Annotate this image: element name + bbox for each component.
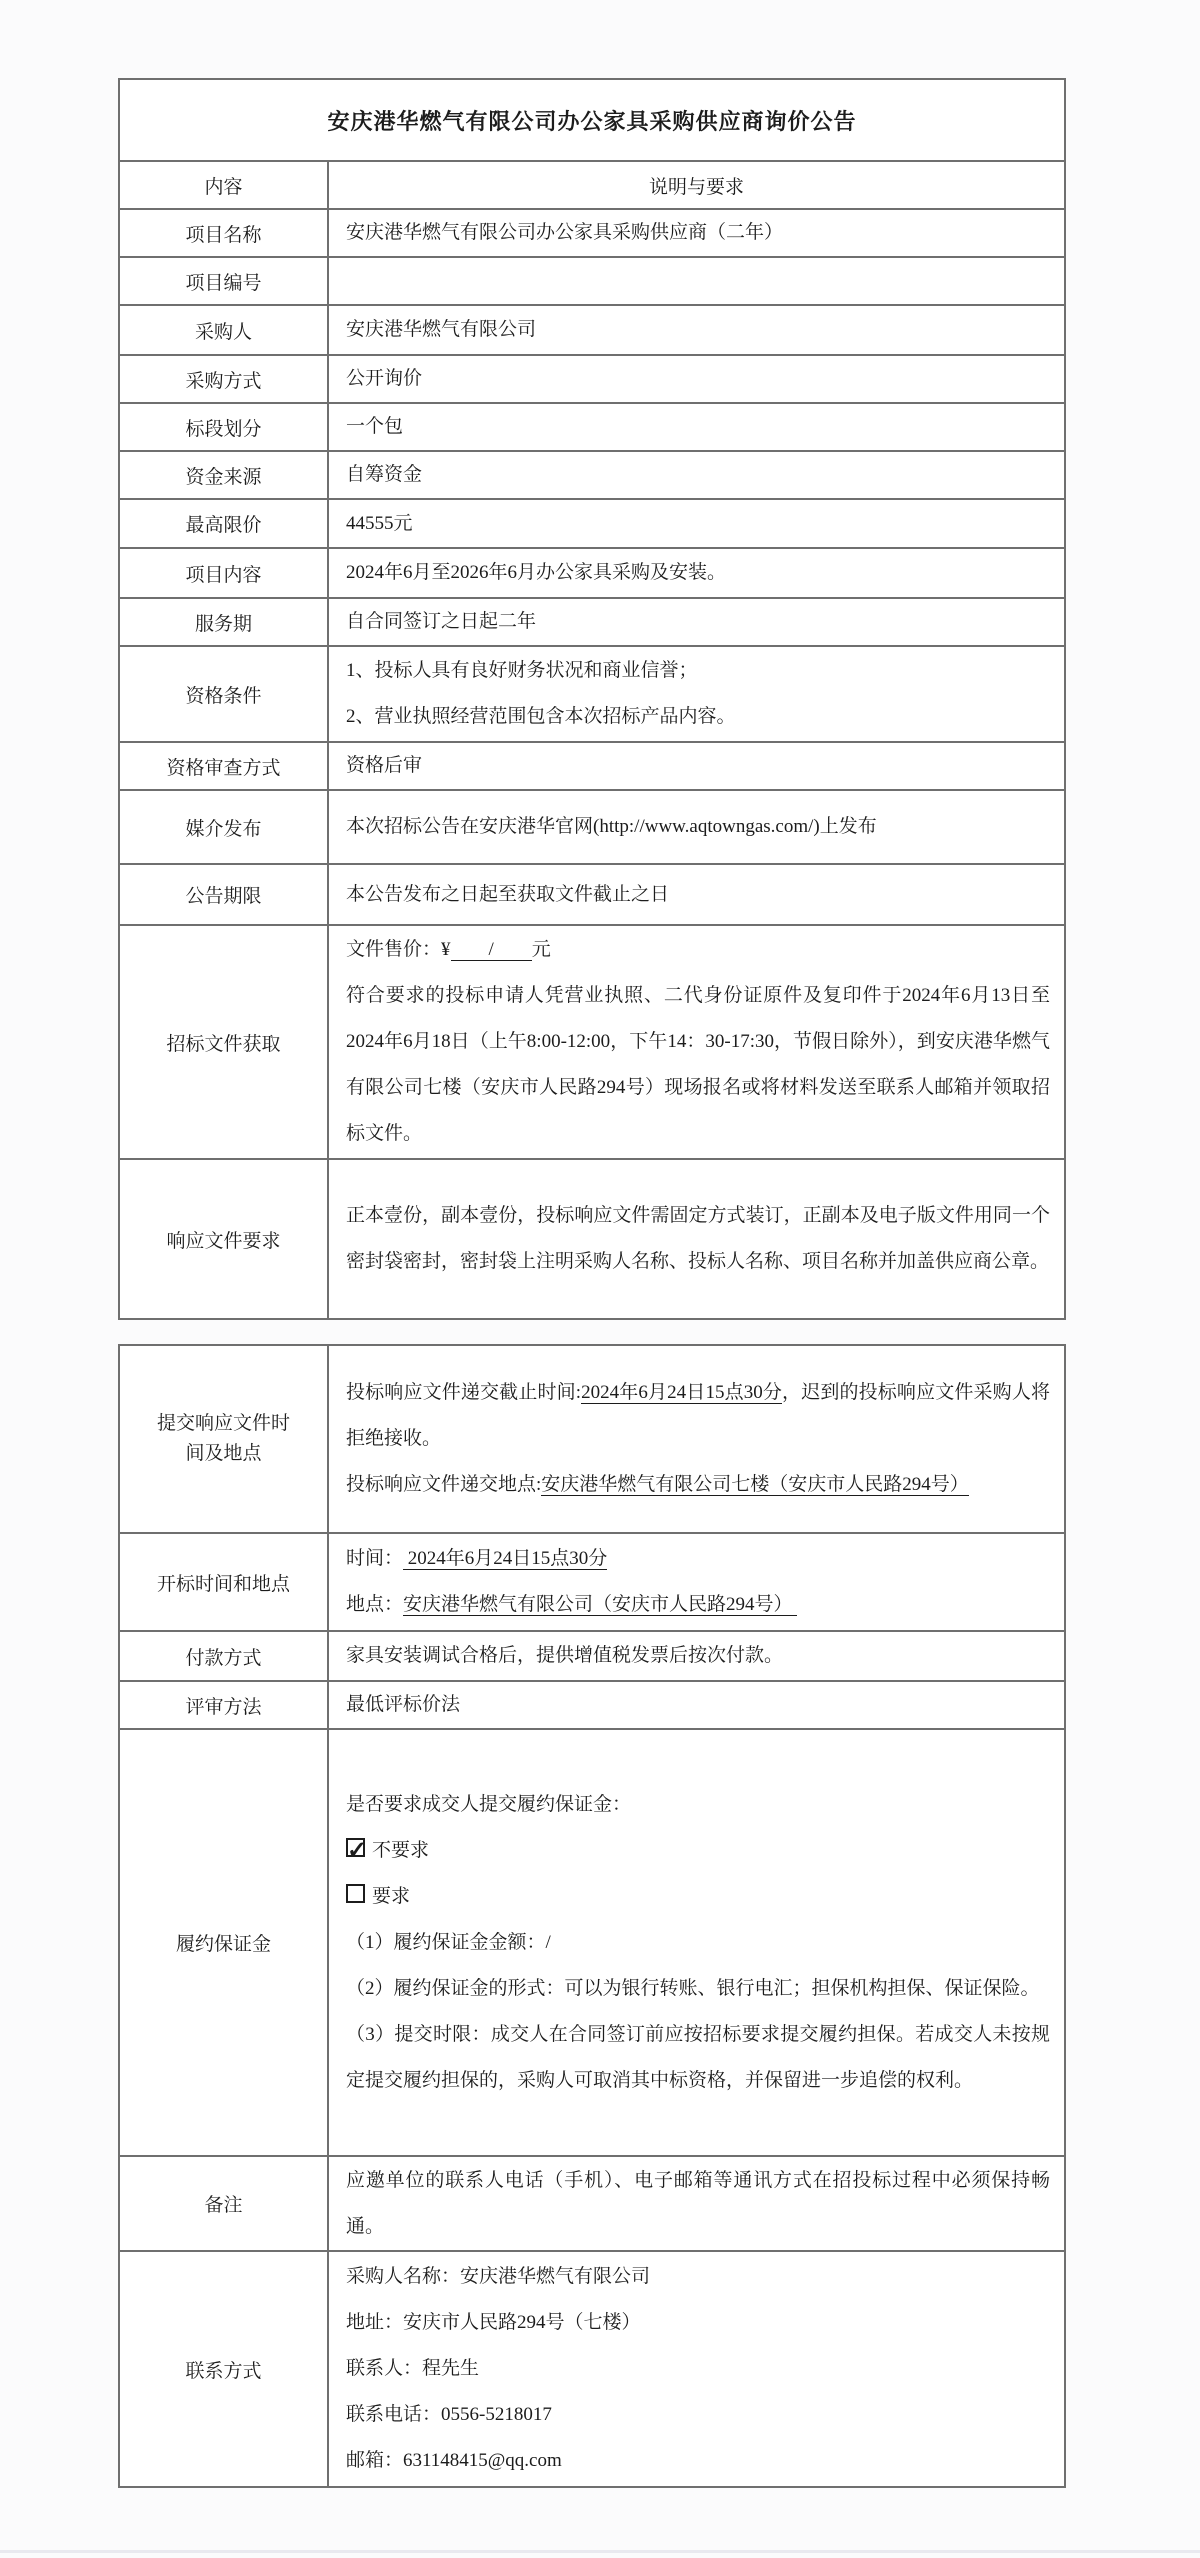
value-line — [346, 1682, 1050, 1728]
value-line — [346, 2012, 1050, 2104]
row-label: 付款方式 — [185, 1647, 262, 1669]
table-row — [119, 451, 1065, 499]
row-label-cell — [119, 305, 328, 355]
value-text: 44555元 — [346, 512, 413, 534]
value-text: 公开询价 — [346, 368, 423, 389]
row-value-cell — [328, 1729, 1065, 2156]
row-value-cell — [328, 742, 1065, 790]
value-text: 家具安装调试合格后，提供增值税发票后按次付款。 — [346, 1645, 784, 1666]
row-label-cell — [119, 1345, 328, 1533]
table-row — [119, 499, 1065, 548]
value-text: 文件售价：¥ — [346, 939, 451, 960]
value-line — [346, 1462, 1050, 1508]
announcement-table-secondary — [118, 1344, 1066, 2488]
table-row — [119, 355, 1065, 403]
header-requirements-cell: 说明与要求 — [328, 161, 1065, 209]
table-row — [119, 2251, 1065, 2487]
row-value-cell — [328, 451, 1065, 499]
value-line — [346, 804, 1050, 850]
row-label: 履约保证金 — [175, 1934, 271, 1955]
value-text: 正本壹份，副本壹份，投标响应文件需固定方式装订，正副本及电子版文件用同一个密封袋密封，密封袋上注明采购人名称、投标人名称、项目名称并加盖供应商公章。 — [346, 1205, 1050, 1272]
row-value-cell — [328, 1159, 1065, 1319]
row-value-cell — [328, 1681, 1065, 1729]
value-text: 邮箱：631148415@qq.com — [346, 2450, 562, 2471]
page-title: 安庆港华燃气有限公司办公家具采购供应商询价公告 — [119, 79, 1065, 161]
table-row — [119, 1729, 1065, 2156]
underlined-text: 2024年6月24日15点30分 — [581, 1382, 783, 1403]
value-line — [346, 1193, 1050, 1285]
row-label: 项目内容 — [185, 564, 262, 586]
value-line — [346, 927, 1050, 973]
value-line — [346, 404, 1050, 450]
row-label-cell — [119, 1681, 328, 1729]
row-value-cell — [328, 790, 1065, 864]
row-label-cell — [119, 864, 328, 925]
row-label-cell — [119, 548, 328, 598]
value-text: 资格后审 — [346, 755, 423, 776]
row-label-cell — [119, 403, 328, 451]
row-label-cell — [119, 2251, 328, 2487]
value-line — [346, 1828, 1050, 1874]
row-label-cell — [119, 209, 328, 257]
row-label: 媒介发布 — [185, 818, 262, 840]
table-row — [119, 1159, 1065, 1319]
row-value-cell — [328, 2156, 1065, 2251]
underlined-text: / — [450, 939, 532, 960]
value-line — [346, 1874, 1050, 1920]
table-row — [119, 1681, 1065, 1729]
value-text: 联系人：程先生 — [346, 2358, 480, 2379]
row-label: 公告期限 — [185, 886, 262, 907]
row-label-cell — [119, 1159, 328, 1319]
value-text: ，迟到的投标响应文件采购人将拒绝接收。 — [346, 1382, 1050, 1449]
checkbox-checked-icon — [346, 1838, 365, 1857]
row-label-cell — [119, 451, 328, 499]
table-row — [119, 403, 1065, 451]
underlined-text: 2024年6月24日15点30分 — [403, 1548, 608, 1569]
value-text: 本次招标公告在安庆港华官网(http://www.aqtowngas.com/)上发布 — [346, 816, 877, 837]
value-line — [346, 1920, 1050, 1966]
value-line — [346, 452, 1050, 498]
row-label-cell — [119, 646, 328, 742]
value-text: 自筹资金 — [346, 464, 423, 485]
value-line — [346, 501, 1050, 547]
table-row — [119, 1631, 1065, 1681]
table-row — [119, 646, 1065, 742]
value-text: 投标响应文件递交地点: — [346, 1474, 542, 1495]
announcement-table-main-body — [119, 79, 1065, 1319]
value-line — [346, 1536, 1050, 1582]
value-line — [346, 307, 1050, 353]
value-line — [346, 973, 1050, 1157]
row-label: 服务期 — [194, 613, 252, 635]
value-text: （2）履约保证金的形式：可以为银行转账、银行电汇；担保机构担保、保证保险。 — [346, 1977, 1040, 1999]
table-row — [119, 257, 1065, 305]
row-value-cell — [328, 598, 1065, 646]
value-text: 地点： — [346, 1594, 404, 1615]
checkbox-empty-icon — [346, 1884, 365, 1903]
header-content-cell: 内容 — [119, 161, 328, 209]
value-text: 采购人名称：安庆港华燃气有限公司 — [346, 2266, 651, 2287]
row-label-cell — [119, 1533, 328, 1631]
value-line — [346, 210, 1050, 256]
row-label: 资格条件 — [185, 685, 262, 707]
row-label-cell — [119, 257, 328, 305]
value-line — [346, 648, 1050, 694]
value-text: 时间： — [346, 1548, 404, 1569]
value-line — [346, 1633, 1050, 1679]
row-label: 项目名称 — [185, 224, 262, 246]
row-label: 最高限价 — [185, 515, 262, 536]
value-line — [346, 2346, 1050, 2392]
value-line — [346, 2254, 1050, 2300]
row-value-cell — [328, 1345, 1065, 1533]
row-label: 评审方法 — [185, 1696, 262, 1718]
value-line — [346, 872, 1050, 918]
value-line — [346, 356, 1050, 402]
row-label-cell — [119, 2156, 328, 2251]
underlined-text: 安庆港华燃气有限公司七楼（安庆市人民路294号） — [541, 1474, 969, 1495]
value-text: （1）履约保证金金额：/ — [346, 1931, 551, 1953]
row-label: 采购方式 — [185, 370, 262, 392]
table-row — [119, 305, 1065, 355]
row-value-cell — [328, 305, 1065, 355]
value-text: 联系电话：0556-5218017 — [346, 2404, 552, 2425]
row-value-cell — [328, 499, 1065, 548]
row-value-cell — [328, 209, 1065, 257]
header-row — [119, 161, 1065, 209]
value-text: 2、营业执照经营范围包含本次招标产品内容。 — [346, 706, 736, 727]
value-text: 自合同签订之日起二年 — [346, 611, 537, 632]
value-line — [346, 1782, 1050, 1828]
value-text: 安庆港华燃气有限公司 — [346, 319, 537, 340]
value-text: 不要求 — [372, 1839, 430, 1861]
row-value-cell — [328, 646, 1065, 742]
row-label-cell — [119, 925, 328, 1159]
row-value-cell — [328, 925, 1065, 1159]
row-value-cell — [328, 403, 1065, 451]
row-label: 联系方式 — [185, 2360, 262, 2382]
announcement-table-secondary-body — [119, 1345, 1065, 2487]
page-bottom-divider — [0, 2550, 1200, 2553]
row-value-cell — [328, 355, 1065, 403]
title-row — [119, 79, 1065, 161]
table-row — [119, 2156, 1065, 2251]
table-row — [119, 1533, 1065, 1631]
value-text: 地址：安庆市人民路294号（七楼） — [346, 2312, 641, 2333]
row-label: 项目编号 — [185, 272, 262, 294]
row-value-cell — [328, 864, 1065, 925]
value-text: 最低评标价法 — [346, 1694, 461, 1715]
table-row — [119, 548, 1065, 598]
row-label: 资格审查方式 — [166, 757, 281, 779]
value-text: 元 — [531, 939, 551, 960]
row-label: 标段划分 — [185, 418, 262, 440]
value-text: 投标响应文件递交截止时间: — [346, 1382, 582, 1403]
value-line — [346, 1582, 1050, 1628]
value-line — [346, 694, 1050, 740]
value-line — [346, 1370, 1050, 1462]
row-value-cell — [328, 548, 1065, 598]
row-label: 采购人 — [194, 321, 252, 343]
value-text: 应邀单位的联系人电话（手机）、电子邮箱等通讯方式在招投标过程中必须保持畅通。 — [346, 2169, 1050, 2237]
row-label: 资金来源 — [185, 466, 262, 488]
row-label-cell — [119, 598, 328, 646]
value-text: 2024年6月至2026年6月办公家具采购及安装。 — [346, 562, 727, 583]
row-label-cell — [119, 790, 328, 864]
row-value-cell — [328, 2251, 1065, 2487]
value-line — [346, 743, 1050, 789]
row-label: 招标文件获取 — [166, 1033, 281, 1055]
row-value-cell — [328, 1631, 1065, 1681]
table-row — [119, 864, 1065, 925]
row-label-cell — [119, 499, 328, 548]
value-text: 是否要求成交人提交履约保证金： — [346, 1793, 632, 1815]
table-row — [119, 598, 1065, 646]
row-label-cell — [119, 1631, 328, 1681]
value-text: 符合要求的投标申请人凭营业执照、二代身份证原件及复印件于2024年6月13日至2024年6月18日（上午8:00-12:00，下午14：30-17:30，节假日除外），到安庆港华燃气有限公司七楼（安庆市人民路294号）现场报名或将材料发送至联系人邮箱并领取招标文件。 — [346, 985, 1050, 1144]
announcement-table-main — [118, 78, 1066, 1320]
row-label: 备注 — [204, 2195, 243, 2216]
table-row — [119, 1345, 1065, 1533]
row-label-cell — [119, 742, 328, 790]
row-label: 开标时间和地点 — [156, 1573, 290, 1595]
table-row — [119, 209, 1065, 257]
value-text: 要求 — [372, 1885, 411, 1907]
value-text: 安庆港华燃气有限公司办公家具采购供应商（二年） — [346, 222, 784, 243]
value-line — [346, 2300, 1050, 2346]
row-label-cell — [119, 1729, 328, 2156]
value-line — [346, 1966, 1050, 2012]
row-label: 响应文件要求 — [166, 1230, 281, 1252]
table-row — [119, 925, 1065, 1159]
value-text: （3）提交时限：成交人在合同签订前应按招标要求提交履约担保。若成交人未按规定提交履约担保的，采购人可取消其中标资格，并保留进一步追偿的权利。 — [346, 2023, 1050, 2091]
value-text: 1、投标人具有良好财务状况和商业信誉； — [346, 660, 698, 681]
row-label: 提交响应文件时间及地点 — [156, 1413, 290, 1464]
value-text: 一个包 — [346, 416, 404, 437]
value-line — [346, 2392, 1050, 2438]
value-line — [346, 2158, 1050, 2250]
table-row — [119, 790, 1065, 864]
row-label-cell — [119, 355, 328, 403]
value-line — [346, 2438, 1050, 2484]
underlined-text: 安庆港华燃气有限公司（安庆市人民路294号） — [403, 1594, 798, 1615]
value-line — [346, 550, 1050, 596]
value-text: 本公告发布之日起至获取文件截止之日 — [346, 883, 670, 905]
row-value-cell — [328, 1533, 1065, 1631]
table-row — [119, 742, 1065, 790]
row-value-cell — [328, 257, 1065, 305]
value-line — [346, 599, 1050, 645]
